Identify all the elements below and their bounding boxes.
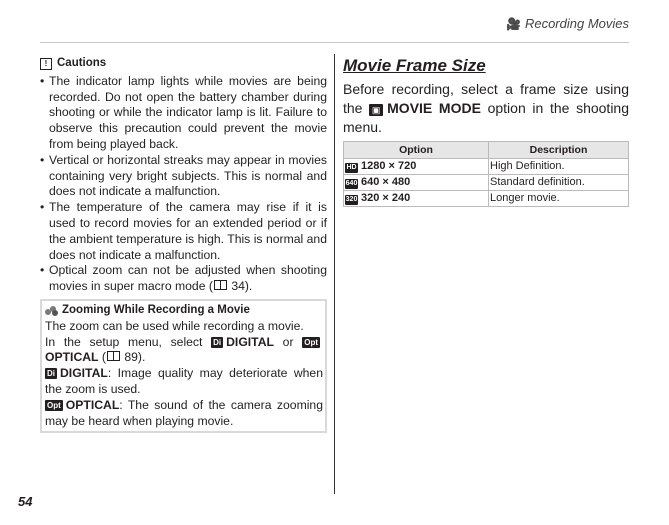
tip-line: In the setup menu, select Di DIGITAL or OptOPTICAL ( 89). [45,334,318,365]
cautions-heading: ! Cautions [40,56,327,72]
digital-zoom-icon: Di [213,337,222,347]
tip-heading: Zooming While Recording a Movie [45,303,323,319]
column-header-description: Description [489,142,629,159]
tip-optical-desc: Opt OPTICAL: The sound of the camera zooming may be heard when playing movie. [45,397,323,428]
caution-item: • Optical zoom can not be adjusted when shooting movies in super macro mode ( 34). [40,263,327,295]
frame-size-table [343,141,629,207]
caution-item: • The indicator lamp lights while movies are being recorded. Do not open the battery chamber during shooting or while the indicator lamp is lit. Failure to observe this precaution could prevent the movie from being played back. [40,74,327,153]
section-title: Movie Frame Size [343,56,486,75]
table-row: HD 1280 × 720 High Definition. [344,159,629,175]
header-rule [40,42,629,43]
optical-zoom-icon: Opt [304,337,318,347]
column-divider [334,54,335,494]
tip-box [40,299,327,433]
page-header [506,16,629,31]
movie-mode-icon: ▣ [369,104,383,116]
left-column [40,56,327,433]
640-size-icon: 640 [345,180,358,187]
table-row: 320 320 × 240 Longer movie. [344,191,629,207]
optical-zoom-icon: Opt [47,400,61,410]
table-row: 640 640 × 480 Standard definition. [344,175,629,191]
tip-digital-desc: Di DIGITAL: Image quality may deteriorate when the zoom is used. [45,366,323,396]
320-size-icon: 320 [345,196,358,203]
cautions-list [40,74,327,295]
page-number: 54 [18,494,33,509]
hd-size-icon: HD [346,164,357,171]
digital-zoom-icon: Di [47,369,55,379]
section-name: Recording Movies [524,16,629,31]
page-reference-icon [107,351,120,361]
caution-item: • The temperature of the camera may rise if it is used to record movies for an extended period or if the ambient temperature is high. This is normal and does not indicate a malfunction. [40,200,327,263]
tip-line: The zoom can be used while recording a movie. [45,318,304,333]
caution-item: • Vertical or horizontal streaks may appear in movies containing very bright subjects. This is normal and does not indicate a malfunction. [40,153,327,200]
movie-camera-icon: 🎥 [506,16,521,31]
page-reference-icon [214,280,227,290]
column-header-option: Option [344,142,489,159]
caution-icon: ! [40,58,52,70]
right-column [343,56,629,207]
tip-icon [45,306,59,316]
intro-text: Before recording, select a frame size using the ▣ MOVIE MODE option in the shooting menu. [343,81,630,135]
